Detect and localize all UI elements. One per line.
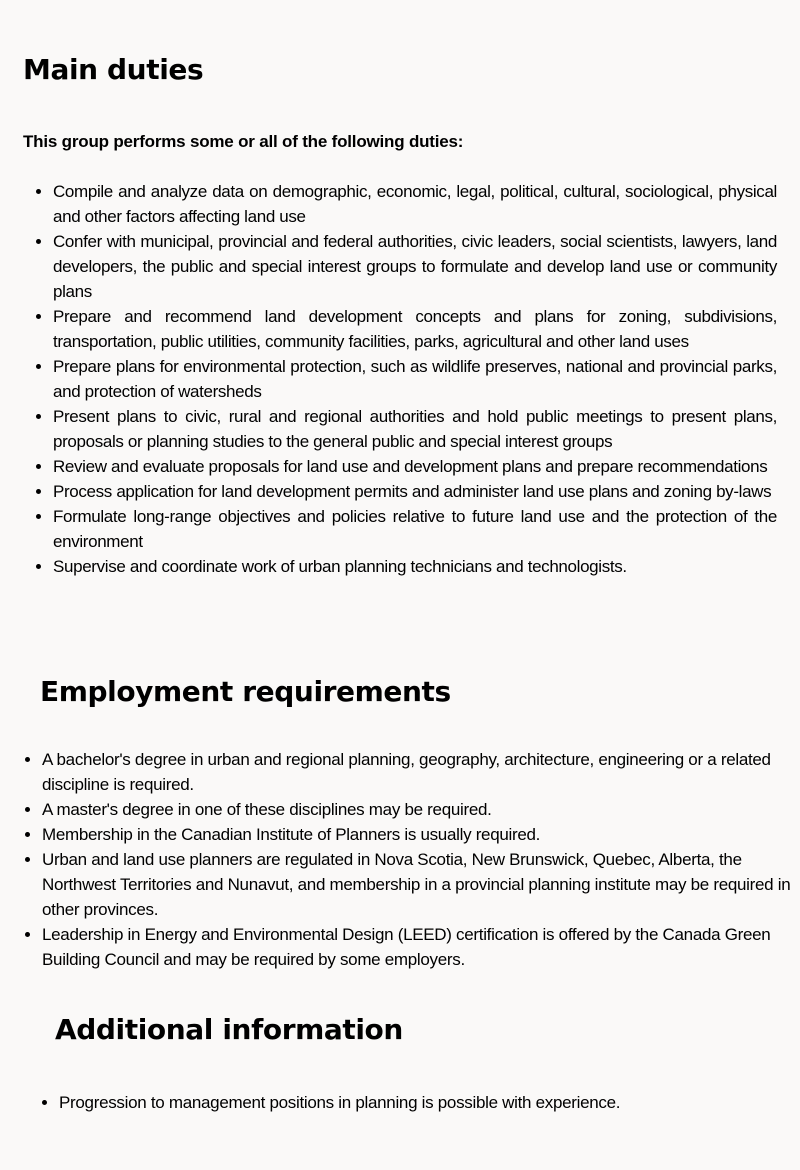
additional-information-heading: Additional information (55, 1013, 403, 1046)
main-duties-heading: Main duties (23, 53, 204, 86)
list-item: • Leadership in Energy and Environmental Design (LEED) certification is offered by the Canada Green Building Council and may be required by some employers. (42, 922, 799, 972)
list-item: • A bachelor's degree in urban and regional planning, geography, architecture, engineering or a related discipline is required. (42, 747, 799, 797)
employment-requirements-heading: Employment requirements (40, 675, 451, 708)
employment-requirements-list (42, 747, 799, 972)
list-item: • Membership in the Canadian Institute of Planners is usually required. (42, 822, 799, 847)
list-item: • Prepare plans for environmental protection, such as wildlife preserves, national and provincial parks, and protection of watersheds (53, 354, 777, 404)
list-item: • A master's degree in one of these disciplines may be required. (42, 797, 799, 822)
main-duties-list (53, 179, 777, 579)
list-item: • Prepare and recommend land development concepts and plans for zoning, subdivisions, transportation, public utilities, community facilities, parks, agricultural and other land uses (53, 304, 777, 354)
list-item: • Urban and land use planners are regulated in Nova Scotia, New Brunswick, Quebec, Alberta, the Northwest Territories and Nunavut, and membership in a provincial planning institute may be required in other provinces. (42, 847, 799, 922)
main-duties-intro: This group performs some or all of the following duties: (23, 132, 464, 151)
list-item: • Review and evaluate proposals for land use and development plans and prepare recommendations (53, 454, 777, 479)
list-item: • Supervise and coordinate work of urban planning technicians and technologists. (53, 554, 777, 579)
list-item: • Formulate long-range objectives and policies relative to future land use and the protection of the environment (53, 504, 777, 554)
list-item: • Process application for land development permits and administer land use plans and zoning by-laws (53, 479, 777, 504)
list-item: • Confer with municipal, provincial and federal authorities, civic leaders, social scientists, lawyers, land developers, the public and special interest groups to formulate and develop land use or community plans (53, 229, 777, 304)
list-item: • Present plans to civic, rural and regional authorities and hold public meetings to present plans, proposals or planning studies to the general public and special interest groups (53, 404, 777, 454)
additional-information-list (59, 1090, 759, 1115)
list-item: • Progression to management positions in planning is possible with experience. (59, 1090, 759, 1115)
list-item: • Compile and analyze data on demographic, economic, legal, political, cultural, sociological, physical and other factors affecting land use (53, 179, 777, 229)
